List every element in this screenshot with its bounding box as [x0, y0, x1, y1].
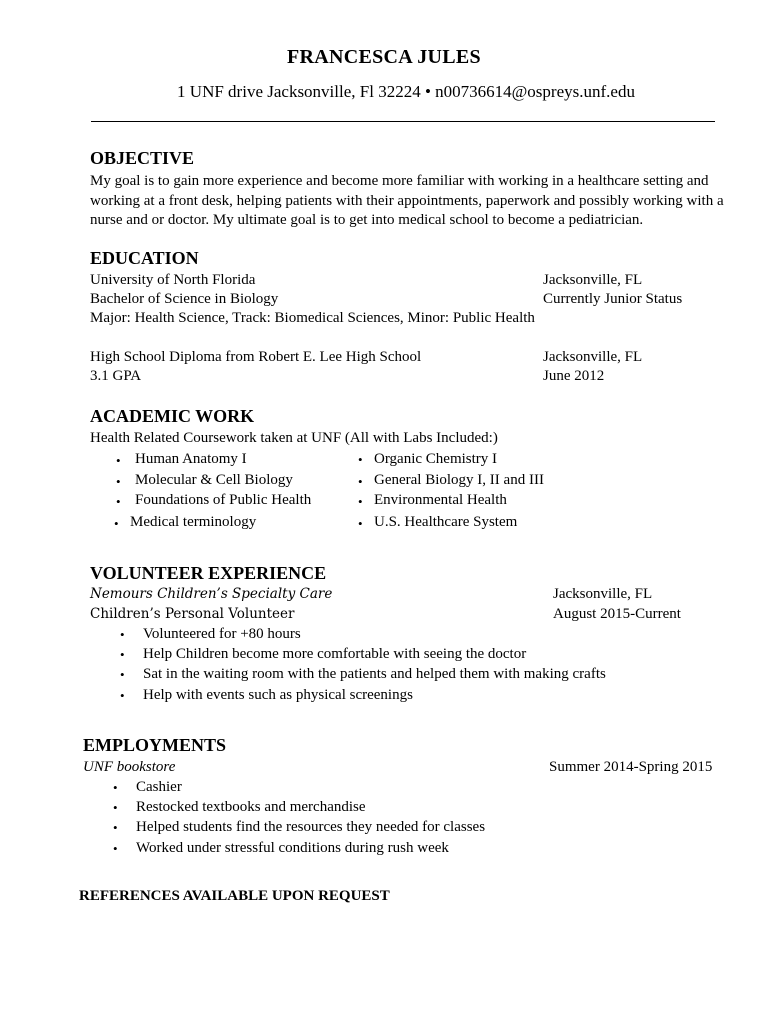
volunteer-location: Jacksonville, FL [553, 586, 653, 602]
volunteer-bullet-3: Sat in the waiting room with the patients and helped them with making crafts [143, 666, 606, 682]
bullet-icon: • [116, 494, 121, 509]
employment-bullet-4: Worked under stressful conditions during rush week [136, 840, 449, 856]
bullet-icon: • [116, 474, 121, 489]
volunteer-heading: VOLUNTEER EXPERIENCE [90, 563, 327, 583]
bullet-icon: • [113, 800, 118, 815]
resume-name: FRANCESCA JULES [287, 46, 481, 68]
education-degree: Bachelor of Science in Biology [90, 291, 279, 307]
course-right-2: General Biology I, II and III [374, 472, 544, 488]
bullet-icon: • [113, 820, 118, 835]
course-left-2: Molecular & Cell Biology [135, 472, 293, 488]
education-school-2: High School Diploma from Robert E. Lee High School [90, 349, 422, 365]
course-right-3: Environmental Health [374, 492, 507, 508]
bullet-icon: • [113, 780, 118, 795]
bullet-icon: • [120, 688, 125, 703]
employment-bullet-1: Cashier [136, 779, 182, 795]
course-left-1: Human Anatomy I [135, 451, 247, 467]
volunteer-organization: Nemours Children’s Specialty Care [90, 586, 333, 602]
bullet-icon: • [116, 453, 121, 468]
course-left-3: Foundations of Public Health [135, 492, 312, 508]
course-left-4: Medical terminology [130, 514, 257, 530]
bullet-icon: • [120, 667, 125, 682]
volunteer-dates: August 2015-Current [553, 606, 681, 622]
academic-intro: Health Related Coursework taken at UNF (All with Labs Included:) [90, 430, 498, 446]
references-note: REFERENCES AVAILABLE UPON REQUEST [79, 888, 390, 904]
education-grad-date: June 2012 [543, 368, 605, 384]
employment-heading: EMPLOYMENTS [83, 735, 227, 755]
education-school-1-location: Jacksonville, FL [543, 272, 643, 288]
education-status: Currently Junior Status [543, 291, 683, 307]
header-divider [91, 121, 715, 122]
education-gpa: 3.1 GPA [90, 368, 142, 384]
bullet-icon: • [113, 841, 118, 856]
education-school-1: University of North Florida [90, 272, 256, 288]
education-heading: EDUCATION [90, 248, 199, 268]
bullet-icon: • [358, 494, 363, 509]
bullet-icon: • [358, 474, 363, 489]
employment-organization: UNF bookstore [83, 759, 176, 775]
bullet-icon: • [358, 452, 363, 467]
education-major: Major: Health Science, Track: Biomedical Sciences, Minor: Public Health [90, 310, 535, 326]
academic-heading: ACADEMIC WORK [90, 406, 255, 426]
bullet-icon: • [358, 516, 363, 531]
bullet-icon: • [120, 627, 125, 642]
course-right-1: Organic Chemistry I [374, 451, 498, 467]
contact-line: 1 UNF drive Jacksonville, Fl 32224 • n00736614@ospreys.unf.edu [177, 82, 635, 101]
volunteer-bullet-4: Help with events such as physical screenings [143, 687, 413, 703]
education-school-2-location: Jacksonville, FL [543, 349, 643, 365]
bullet-icon: • [120, 647, 125, 662]
employment-dates: Summer 2014-Spring 2015 [549, 759, 713, 775]
objective-text: My goal is to gain more experience and become more familiar with working in a healthcare setting and working at a front desk, helping patients with their appointments, paperwork and possibly working with a nurse and or doctor. My ultimate goal is to get into medical school to become a pediatrician. [90, 173, 724, 228]
employment-bullet-3: Helped students find the resources they needed for classes [136, 819, 486, 835]
employment-bullet-2: Restocked textbooks and merchandise [136, 799, 366, 815]
volunteer-bullet-2: Help Children become more comfortable with seeing the doctor [143, 646, 527, 662]
course-right-4: U.S. Healthcare System [374, 514, 518, 530]
objective-heading: OBJECTIVE [90, 148, 195, 168]
volunteer-bullet-1: Volunteered for +80 hours [143, 626, 301, 642]
bullet-icon: • [114, 516, 119, 531]
volunteer-role: Children’s Personal Volunteer [90, 606, 295, 622]
